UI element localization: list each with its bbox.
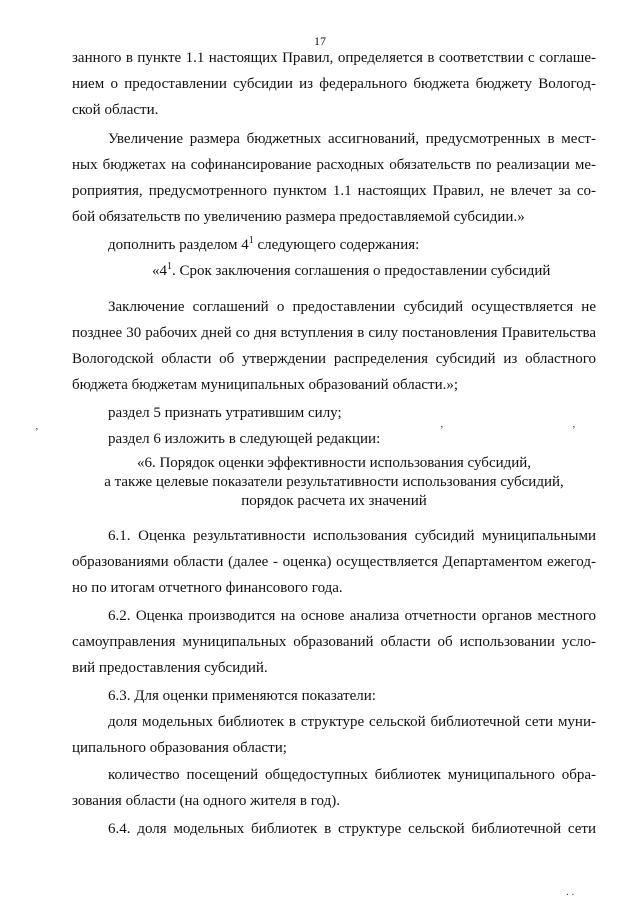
text-line: ципального образования области; bbox=[72, 740, 287, 756]
paragraph-2 bbox=[72, 126, 596, 230]
add-section-after: следующего содержания: bbox=[253, 237, 420, 253]
text-line: роприятия, предусмотренного пунктом 1.1 настоящих Правил, не влечет за со- bbox=[72, 183, 596, 199]
text-line: нием о предоставлении субсидии из федерального бюджета бюджету Вологод- bbox=[72, 76, 596, 92]
paragraph-6-4 bbox=[72, 816, 596, 842]
heading4-before: «4 bbox=[152, 263, 167, 279]
text-line: 6.2. Оценка производится на основе анализа отчетности органов местного bbox=[108, 608, 596, 624]
scan-speck: ’ bbox=[35, 426, 39, 438]
text-line: раздел 5 признать утратившим силу; bbox=[108, 405, 342, 421]
add-section-line bbox=[72, 232, 596, 258]
scan-speck: . . bbox=[566, 886, 575, 898]
text-line: Заключение соглашений о предоставлении субсидий осуществляется не bbox=[108, 299, 596, 315]
paragraph-3 bbox=[72, 294, 596, 398]
heading-section-4-1 bbox=[72, 258, 596, 284]
text-line: занного в пункте 1.1 настоящих Правил, определяется в соответствии с соглаше- bbox=[72, 50, 596, 66]
text-line: ных бюджетах на софинансирование расходных обязательств по реализации ме- bbox=[72, 157, 596, 173]
heading-line: порядок расчета их значений bbox=[241, 493, 427, 509]
text-line: 6.1. Оценка результативности использования субсидий муниципальными bbox=[108, 528, 596, 544]
text-line: вий предоставления субсидий. bbox=[72, 660, 268, 676]
text-line: образованиями области (далее - оценка) осуществляется Департаментом ежегод- bbox=[72, 554, 596, 570]
text-line: раздел 6 изложить в следующей редакции: bbox=[108, 431, 381, 447]
heading4-after: . Срок заключения соглашения о предоставлении субсидий bbox=[172, 263, 551, 279]
scan-speck: ’ bbox=[440, 424, 444, 436]
scan-speck: ’ bbox=[572, 424, 576, 436]
text-line: бюджета бюджетам муниципальных образований области.»; bbox=[72, 377, 459, 393]
text-line: 6.3. Для оценки применяются показатели: bbox=[108, 688, 376, 704]
paragraph-6-2 bbox=[72, 603, 596, 681]
indicator-1 bbox=[72, 709, 596, 761]
text-line: 6.4. доля модельных библиотек в структуре сельской библиотечной сети bbox=[108, 821, 596, 837]
text-line: количество посещений общедоступных библиотек муниципального обра- bbox=[108, 767, 596, 783]
text-line: Увеличение размера бюджетных ассигнований, предусмотренных в мест- bbox=[108, 131, 596, 147]
heading4-sup: 1 bbox=[167, 261, 172, 272]
indicator-2 bbox=[72, 762, 596, 814]
heading-line: «6. Порядок оценки эффективности использования субсидий, bbox=[136, 455, 532, 471]
text-line: доля модельных библиотек в структуре сельской библиотечной сети муни- bbox=[108, 714, 596, 730]
text-line: самоуправления муниципальных образований области об использовании усло- bbox=[72, 634, 596, 650]
add-section-sup: 1 bbox=[248, 235, 254, 246]
paragraph-6-1 bbox=[72, 523, 596, 601]
text-line: Вологодской области об утверждении распределения субсидий из областного bbox=[72, 351, 596, 367]
text-line: позднее 30 рабочих дней со дня вступления в силу постановления Правительства bbox=[72, 325, 596, 341]
text-line: бой обязательств по увеличению размера предоставляемой субсидии.» bbox=[72, 209, 525, 225]
paragraph-1 bbox=[72, 45, 596, 123]
paragraph-6-3 bbox=[72, 683, 596, 709]
page-number: 17 bbox=[314, 34, 326, 48]
text-line: но по итогам отчетного финансового года. bbox=[72, 580, 343, 596]
text-line: ской области. bbox=[72, 102, 159, 118]
section-5-line bbox=[72, 400, 596, 426]
add-section-before: дополнить разделом 4 bbox=[108, 237, 249, 253]
heading-line: а также целевые показатели результативности использования субсидий, bbox=[104, 474, 564, 490]
text-line: зования области (на одного жителя в год). bbox=[72, 793, 340, 809]
section-6-line bbox=[72, 426, 596, 452]
heading-section-6 bbox=[72, 454, 596, 511]
